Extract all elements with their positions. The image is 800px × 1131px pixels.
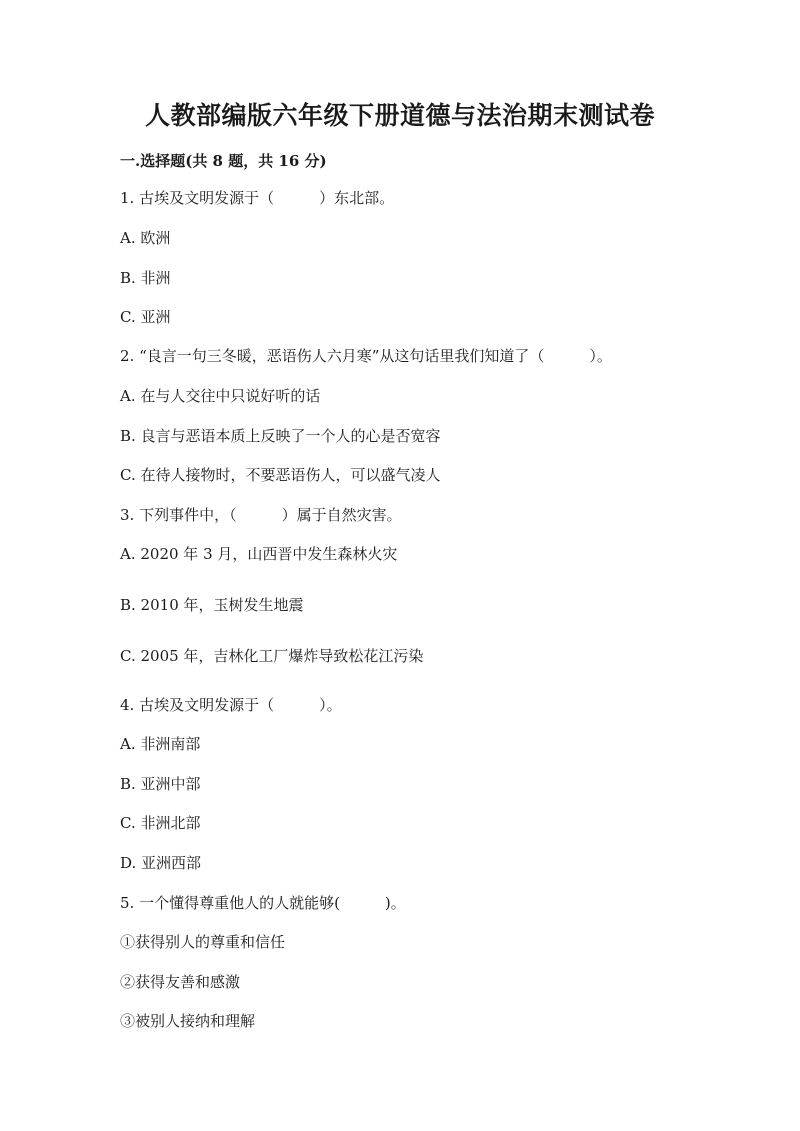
question-3-option-b: B. 2010 年，玉树发生地震 xyxy=(120,596,304,614)
question-5-option-3: ③被别人接纳和理解 xyxy=(120,1012,256,1030)
question-4-option-c: C. 非洲北部 xyxy=(120,814,201,832)
question-3-stem: 3. 下列事件中，（ ）属于自然灾害。 xyxy=(120,506,402,524)
question-4-option-a: A. 非洲南部 xyxy=(120,735,201,753)
question-1-option-c: C. 亚洲 xyxy=(120,308,171,326)
question-1-stem: 1. 古埃及文明发源于（ ）东北部。 xyxy=(120,189,395,207)
question-5-option-2: ②获得友善和感激 xyxy=(120,973,241,991)
question-2-option-b: B. 良言与恶语本质上反映了一个人的心是否宽容 xyxy=(120,427,441,445)
page-title: 人教部编版六年级下册道德与法治期末测试卷 xyxy=(144,101,655,130)
question-4-option-d: D. 亚洲西部 xyxy=(120,854,202,872)
question-2-option-c: C. 在待人接物时，不要恶语伤人，可以盛气凌人 xyxy=(120,466,441,484)
question-1-option-a: A. 欧洲 xyxy=(120,229,171,247)
question-2-option-a: A. 在与人交往中只说好听的话 xyxy=(120,387,321,405)
question-5-stem: 5. 一个懂得尊重他人的人就能够( )。 xyxy=(120,894,406,912)
question-4-stem: 4. 古埃及文明发源于（ ）。 xyxy=(120,696,342,714)
question-4-option-b: B. 亚洲中部 xyxy=(120,775,201,793)
question-1-option-b: B. 非洲 xyxy=(120,269,171,287)
question-5-option-1: ①获得别人的尊重和信任 xyxy=(120,933,286,951)
section-heading: 一.选择题(共 8 题，共 16 分) xyxy=(120,152,327,170)
question-2-stem: 2. “良言一句三冬暖，恶语伤人六月寒”从这句话里我们知道了（ ）。 xyxy=(120,347,612,365)
question-3-option-c: C. 2005 年，吉林化工厂爆炸导致松花江污染 xyxy=(120,647,424,665)
question-3-option-a: A. 2020 年 3 月，山西晋中发生森林火灾 xyxy=(120,545,398,563)
